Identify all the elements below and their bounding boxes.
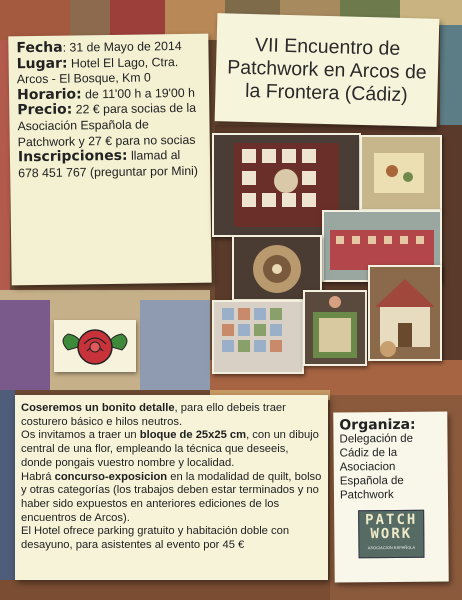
quilt-photo-2 [360,135,442,211]
organizer-label: Organiza: [339,416,416,434]
event-title: VII Encuentro de Patchwork en Arcos de la Frontera (Cádiz) [227,33,427,106]
description-paragraph-3 [21,471,322,526]
p2-rest: , con un dibujo central de una flor, empleando la técnica que deseeis, donde pongais vuestro nombre y localidad. [21,429,319,469]
registration-value: llamad al 678 451 767 (preguntar por Mini) [18,148,199,181]
venue-value: Hotel El Lago, Ctra. Arcos - El Bosque, Km 0 [16,54,179,87]
date-label: Fecha [16,39,63,57]
p3-a: Habrá [21,470,55,483]
price-value: 22 € para socias de la Asociación Española de Patchwork y 27 € para no socias [17,101,197,149]
registration-label: Inscripciones: [17,147,128,166]
schedule-value: de 11'00 h a 19'00 h [81,85,195,102]
logo-line-3: ASOCIACION ESPAÑOLA [367,544,416,551]
venue-line [17,54,201,88]
p2-a: Os invitamos a traer un [21,429,140,442]
price-line [17,101,202,150]
p1-rest: , para ello debeis traer costurero básico e hilos neutros. [21,402,286,428]
venue-label: Lugar: [16,55,68,72]
p2-bold: bloque de 25x25 cm [139,429,247,442]
rose-icon [54,320,136,372]
quilt-photo-5 [212,300,304,374]
date-value: : 31 de Mayo de 2014 [62,38,182,55]
rose-decoration [54,320,136,372]
schedule-label: Horario: [16,86,82,104]
quilt-photo-6 [303,290,367,366]
quilt-photo-7 [368,265,442,361]
logo-line-2: WORK [370,525,413,543]
patchwork-logo [358,510,424,559]
organizer-card [333,412,448,583]
description-paragraph-4: El Hotel ofrece parking gratuito y habitación doble con desayuno, para asistentes al evento por 45 € [21,525,290,552]
description-paragraph-1 [21,402,322,429]
event-details-card [8,34,211,286]
p3-bold: concurso-exposicion [54,470,168,483]
event-title-card [215,13,440,127]
price-label: Precio: [17,101,73,119]
registration-line [18,148,202,182]
organizer-name: Delegación de Cádiz de la Asociacion Española de Patchwork [339,432,414,502]
p1-bold: Coseremos un bonito detalle [21,402,175,414]
p3-rest: en la modalidad de quilt, bolso y otras categorías (los trabajos deben estar terminados y no haber sido expuestos en anteriores ediciones de los encuentros de Arcos). [21,470,322,524]
description-paragraph-2 [21,429,322,470]
event-description-card [15,395,328,580]
logo-line-1: PATCH [365,511,418,529]
